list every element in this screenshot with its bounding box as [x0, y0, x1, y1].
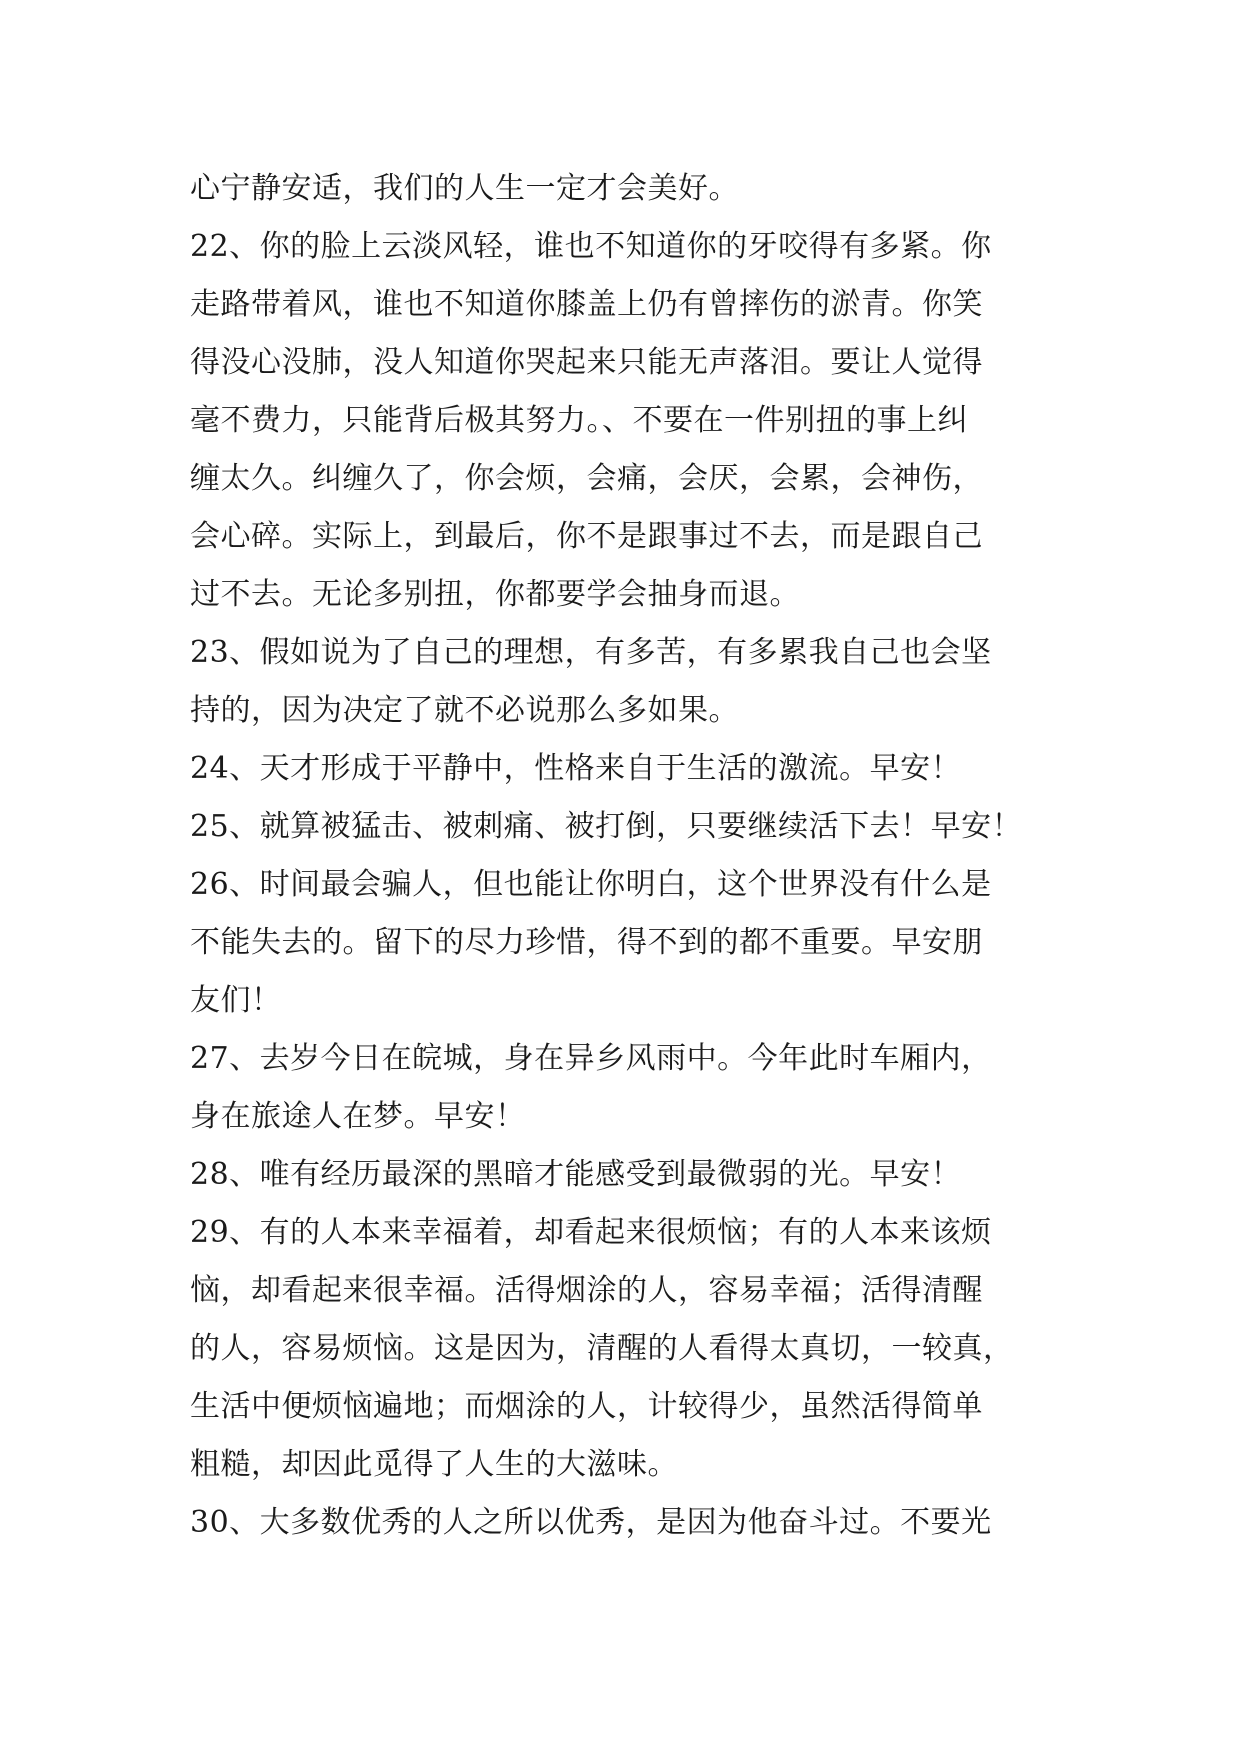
text-line: 友们！	[190, 983, 282, 1018]
text-line: 不能失去的。留下的尽力珍惜，得不到的都不重要。早安朋	[190, 925, 983, 960]
text-line: 27、去岁今日在皖城，身在异乡风雨中。今年此时车厢内，	[190, 1041, 992, 1076]
text-line: 过不去。无论多别扭，你都要学会抽身而退。	[190, 577, 800, 612]
text-line: 26、时间最会骗人，但也能让你明白，这个世界没有什么是	[190, 867, 992, 902]
text-line: 恼，却看起来很幸福。活得烟涂的人，容易幸福；活得清醒	[190, 1273, 983, 1308]
text-line: 22、你的脸上云淡风轻，谁也不知道你的牙咬得有多紧。你	[190, 229, 992, 264]
text-line: 缠太久。纠缠久了，你会烦，会痛，会厌，会累，会神伤，	[190, 461, 983, 496]
text-line: 持的，因为决定了就不必说那么多如果。	[190, 693, 739, 728]
text-line: 25、就算被猛击、被刺痛、被打倒，只要继续活下去！早安！	[190, 809, 1023, 844]
text-line: 走路带着风，谁也不知道你膝盖上仍有曾摔伤的淤青。你笑	[190, 287, 983, 322]
text-line: 30、大多数优秀的人之所以优秀，是因为他奋斗过。不要光	[190, 1505, 992, 1540]
text-line: 的人，容易烦恼。这是因为，清醒的人看得太真切，一较真，	[190, 1331, 1014, 1366]
text-line: 得没心没肺，没人知道你哭起来只能无声落泪。要让人觉得	[190, 345, 983, 380]
text-line: 28、唯有经历最深的黑暗才能感受到最微弱的光。早安！	[190, 1157, 962, 1192]
document-body	[190, 160, 1060, 1552]
text-line: 毫不费力，只能背后极其努力。、不要在一件别扭的事上纠	[190, 403, 968, 438]
text-line: 粗糙，却因此觅得了人生的大滋味。	[190, 1447, 678, 1482]
text-line: 23、假如说为了自己的理想，有多苦，有多累我自己也会坚	[190, 635, 992, 670]
text-line: 24、天才形成于平静中，性格来自于生活的激流。早安！	[190, 751, 962, 786]
text-line: 会心碎。实际上，到最后，你不是跟事过不去，而是跟自己	[190, 519, 983, 554]
text-line: 身在旅途人在梦。早安！	[190, 1099, 526, 1134]
text-line: 生活中便烦恼遍地；而烟涂的人，计较得少，虽然活得简单	[190, 1389, 983, 1424]
text-line: 29、有的人本来幸福着，却看起来很烦恼；有的人本来该烦	[190, 1215, 992, 1250]
text-line: 心宁静安适，我们的人生一定才会美好。	[190, 171, 739, 206]
